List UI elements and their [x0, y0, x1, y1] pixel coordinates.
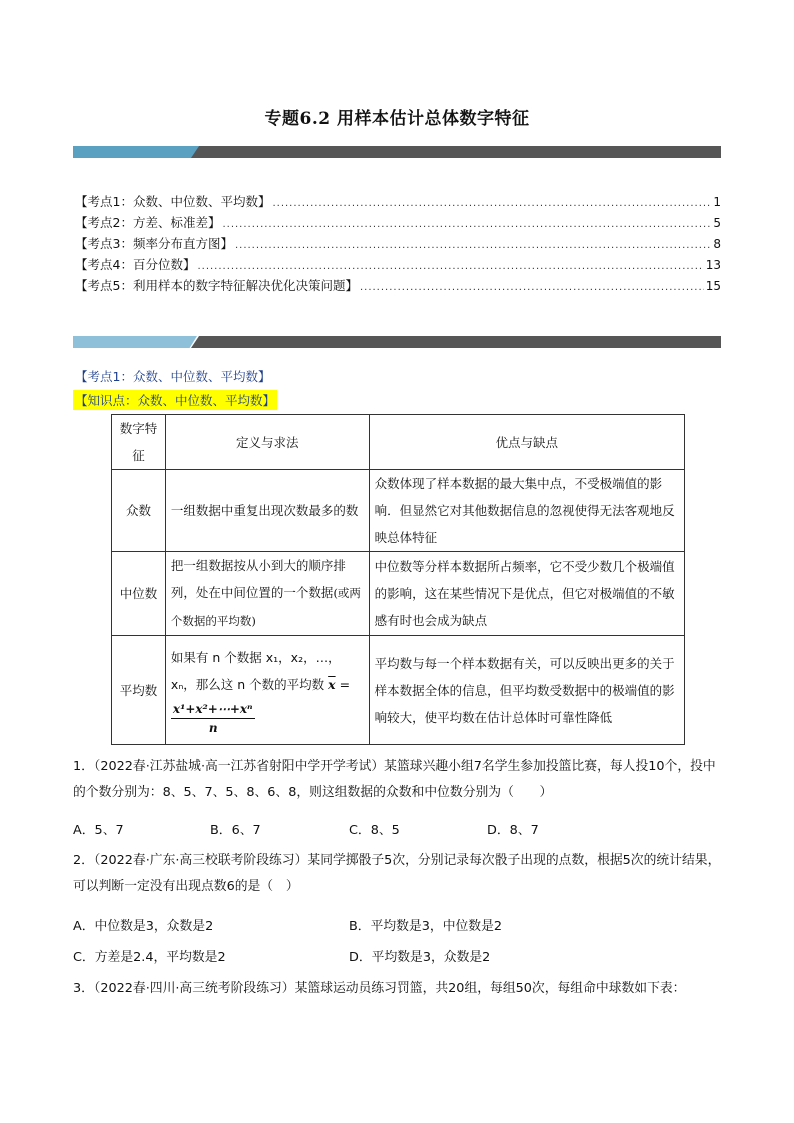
definition-text: 如果有 n 个数据 x₁，x₂，…，xₙ，那么这 n 个数的平均数 [170, 649, 341, 692]
question-3-stem: 3．（2022春·四川·高三统考阶段练习）某篮球运动员练习罚篮，共20组，每组50次，每组命中球数如下表： [73, 981, 686, 996]
band-dark [191, 336, 721, 348]
row-definition [165, 552, 369, 636]
table-header-cell: 定义与求法 [165, 415, 369, 470]
toc-item-label: 【考点4：百分位数】 [75, 257, 196, 272]
band-dark [191, 146, 721, 158]
knowledge-point-label: 【知识点：众数、中位数、平均数】 [73, 390, 277, 410]
mean-symbol: $\overline{x}$ [328, 676, 336, 692]
header-band [73, 146, 721, 158]
formula-denominator: n [208, 720, 218, 735]
toc-leader [235, 240, 711, 251]
q1-option-b: B．6、7 [210, 823, 261, 838]
toc-item[interactable] [75, 276, 721, 297]
toc-item[interactable] [75, 192, 721, 213]
row-name: 中位数 [112, 552, 166, 636]
q2-option-d: D．平均数是3，众数是2 [349, 950, 491, 965]
row-definition: 如果有 n 个数据 x₁，x₂，…，xₙ，那么这 n 个数的平均数 $\overline{x}$ = x¹+x²+⋯+xⁿ n [165, 636, 369, 745]
definition-text: 把一组数据按从小到大的顺序排列，处在中间位置的一个数据 [170, 558, 346, 600]
row-pros-cons: 平均数与每一个样本数据有关，可以反映出更多的关于样本数据全体的信息，但平均数受数据中的极端值的影响较大，使平均数在估计总体时可靠性降低 [369, 636, 684, 745]
formula-numerator: x¹+x²+⋯+xⁿ [171, 700, 255, 719]
mean-formula [171, 700, 364, 737]
question-1-stem: 1．（2022春·江苏盐城·高一江苏省射阳中学开学考试）某篮球兴趣小组7名学生参加投篮比赛，每人投10个，投中的个数分别为：8、5、7、5、8、6、8，则这组数据的众数和中位数分别为（ ） [73, 759, 716, 800]
row-pros-cons: 众数体现了样本数据的最大集中点，不受极端值的影响．但显然它对其他数据信息的忽视使得无法客观地反映总体特征 [369, 470, 684, 552]
toc-item-page: 1 [713, 195, 721, 209]
question-2-stem: 2．（2022春·广东·高三校联考阶段练习）某同学掷骰子5次，分别记录每次骰子出现的点数，根据5次的统计结果，可以判断一定没有出现点数6的是（ ） [73, 853, 721, 894]
band-accent [73, 336, 197, 348]
definition-note: (或两个数据的平均数) [170, 586, 361, 628]
q1-option-c: C．8、5 [349, 823, 400, 838]
table-header-cell: 优点与缺点 [369, 415, 684, 470]
toc-leader [197, 261, 703, 272]
toc-item-page: 15 [705, 279, 721, 293]
row-name: 众数 [112, 470, 166, 552]
table-header-row [112, 415, 685, 470]
row-pros-cons: 中位数等分样本数据所占频率，它不受少数几个极端值的影响，这在某些情况下是优点，但它对极端值的不敏感有时也会成为缺点 [369, 552, 684, 636]
toc-item-page: 5 [713, 216, 721, 230]
table-row [112, 636, 685, 745]
toc-item-label: 【考点1：众数、中位数、平均数】 [75, 194, 271, 209]
table-of-contents [75, 192, 721, 297]
toc-item[interactable] [75, 213, 721, 234]
q2-option-a: A．中位数是3，众数是2 [73, 919, 214, 934]
section-band [73, 336, 721, 348]
row-name: 平均数 [112, 636, 166, 745]
toc-leader [272, 198, 711, 209]
toc-item-page: 13 [705, 258, 721, 272]
toc-item-label: 【考点5：利用样本的数字特征解决优化决策问题】 [75, 278, 358, 293]
table-header-cell: 数字特征 [112, 415, 166, 470]
row-definition: 一组数据中重复出现次数最多的数 [165, 470, 369, 552]
definition-table [111, 414, 685, 745]
toc-item-label: 【考点2：方差、标准差】 [75, 215, 221, 230]
toc-item-label: 【考点3：频率分布直方图】 [75, 236, 233, 251]
toc-item[interactable] [75, 234, 721, 255]
table-row [112, 552, 685, 636]
q2-option-b: B．平均数是3，中位数是2 [349, 919, 503, 934]
toc-leader [222, 219, 711, 230]
page-title: 专题6.2 用样本估计总体数字特征 [264, 109, 530, 129]
table-row [112, 470, 685, 552]
section-heading: 【考点1：众数、中位数、平均数】 [75, 369, 271, 384]
q1-option-d: D．8、7 [487, 823, 539, 838]
q2-option-c: C．方差是2.4，平均数是2 [73, 950, 226, 965]
toc-item-page: 8 [713, 237, 721, 251]
toc-leader [360, 282, 704, 293]
q1-option-a: A．5、7 [73, 823, 124, 838]
band-accent [73, 146, 199, 158]
toc-item[interactable] [75, 255, 721, 276]
